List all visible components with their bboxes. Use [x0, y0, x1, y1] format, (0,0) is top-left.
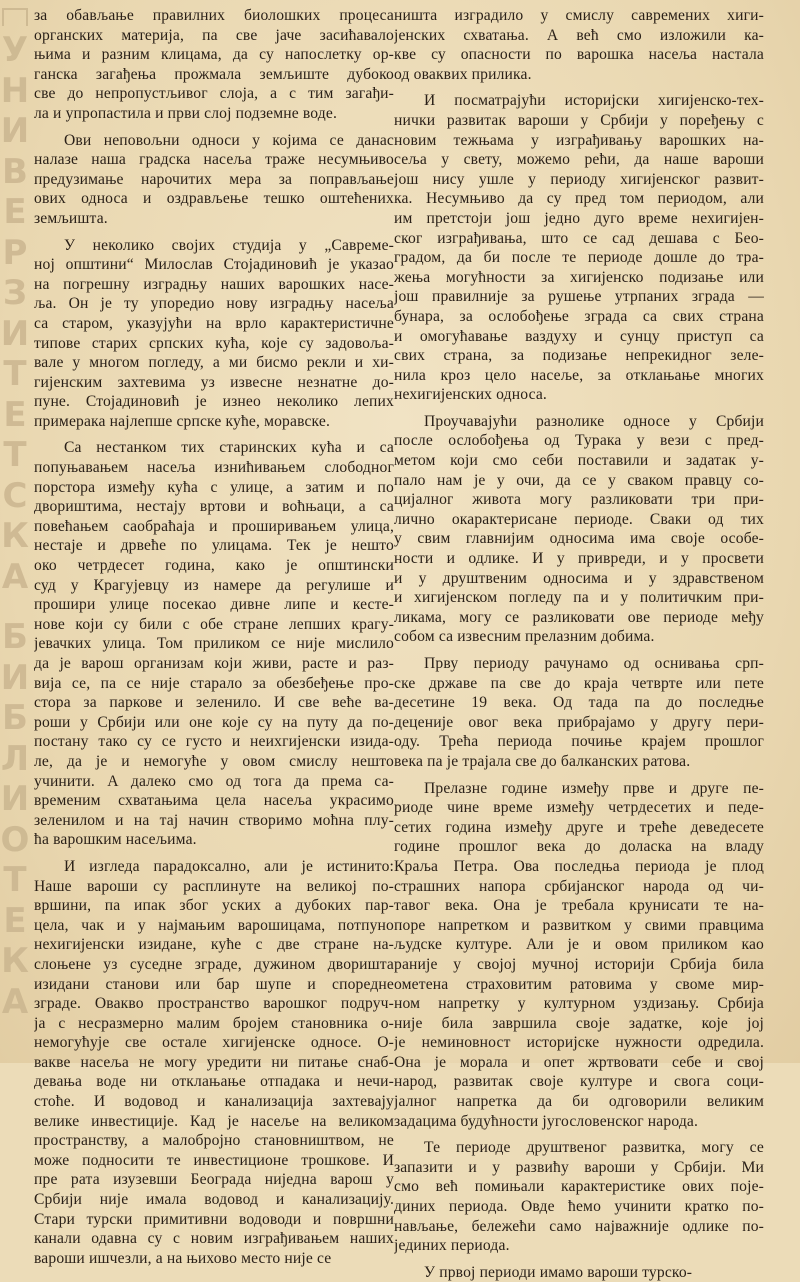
watermark-letter: З — [2, 273, 28, 313]
text-line: градом, да би после те периоде дошле до тра- — [394, 249, 764, 267]
text-line: сеља у свету, можемо рећи, да наше вароши — [394, 151, 764, 169]
text-line: постану тако су се густо и неихгијенски изида- — [34, 733, 394, 751]
watermark-letter: С — [2, 475, 28, 516]
text-line: вија се, па се није старало за обезбеђење про- — [34, 674, 394, 692]
paragraph-gap — [394, 405, 764, 412]
text-line: и хигијенском погледу па и у политичким при- — [394, 589, 764, 607]
watermark-letter: Е — [3, 192, 27, 232]
text-line: И посматрајући историјски хигијенско-тех- — [424, 92, 764, 110]
watermark-letter: А — [1, 556, 29, 597]
text-line: десетине 19 века. Од тада па до последње — [394, 694, 764, 712]
text-line: предузимање нарочитих мера за поправљање — [34, 170, 394, 188]
text-line: вароши ишчезли, а на њихово место није се — [34, 1249, 332, 1267]
watermark-letter: А — [1, 981, 29, 1022]
text-line: оду. Трећа периода почиње крајем прошлог — [394, 733, 764, 751]
text-line: учинити. А далеко смо од тога да према са- — [34, 772, 394, 790]
text-line: Ови неповољни односи у којима се данас — [64, 131, 394, 149]
watermark-letter: К — [1, 516, 29, 556]
watermark-letter: Т — [3, 435, 27, 475]
text-line: ћа варошким насељима. — [34, 831, 197, 849]
paragraph-gap — [34, 229, 394, 236]
text-line: јенских схватања. А већ смо изложили ка- — [394, 26, 764, 44]
text-line: Краља Петра. Ова последња периода је плод — [394, 857, 764, 875]
paragraph-gap — [34, 850, 394, 857]
text-line: и омогућавање ваздуху и сунцу приступ са — [394, 327, 764, 345]
text-line: ја с несразмерно малим бројем становника о- — [34, 1014, 394, 1032]
text-line: повећањем саобраћаја и проширивањем улица, — [34, 517, 394, 535]
text-line: Она је морала и опет жртвовати себе и свој — [394, 1053, 764, 1071]
text-line: новим тежњама у изграђивању варошких на- — [394, 131, 764, 149]
text-line: Стари турски примитивни водоводи и површни — [34, 1210, 394, 1228]
text-line: пространству, а малобројно становништвом, не — [34, 1132, 394, 1150]
text-line: стора за паркове и зеленило. И све веће ва- — [34, 694, 394, 712]
paragraph — [34, 131, 394, 229]
text-line: стоће. И водовод и канализација захтевају — [34, 1093, 394, 1111]
text-line: за обављање правилних биолошких процеса — [34, 7, 394, 24]
text-line: изидани станови или бар шупе и споредне — [34, 975, 394, 993]
text-line: тавог века. Она је требала крунисати те на- — [394, 897, 764, 915]
text-line: њима и разним клицама, да су напослетку ор- — [34, 46, 394, 64]
text-line: вакве насеља не могу уредити ни питање снаб- — [34, 1053, 394, 1071]
text-line: раније у својој мучној историји Србија била — [394, 955, 764, 973]
text-line: прошири улице посекао дивне липе и кесте- — [34, 596, 394, 614]
paragraph — [394, 1138, 764, 1256]
watermark-letter: Е — [3, 394, 27, 435]
text-line: после ослобођења од Турака у вези с пред- — [394, 432, 764, 450]
paragraph-gap — [394, 1131, 764, 1138]
paragraph — [394, 1263, 764, 1282]
text-line: У првој периоди имамо вароши турско- — [424, 1263, 693, 1281]
text-line: слоњене уз суседне зграде, дужином дворишта — [34, 955, 394, 973]
text-line: ле, да је и немогуће у овом смислу нешто — [34, 752, 394, 770]
text-line: зеленилом и на тај начин створимо моћна плу- — [34, 811, 394, 829]
watermark-letter: Н — [0, 70, 30, 111]
text-line: временим схватањима цела насеља украсимо — [34, 792, 394, 810]
text-line: немогућује све остале хигијенске односе. О- — [34, 1034, 394, 1052]
library-logo-icon — [2, 8, 28, 26]
text-line: пре рата изузевши Београда ниједна варош у — [34, 1171, 394, 1189]
paragraph-gap — [394, 1256, 764, 1263]
paragraph — [394, 779, 764, 1132]
text-line: и у друштвеним односима и у здравственом — [394, 569, 764, 587]
text-line: је неминовност историјске нужности одредила. — [394, 1034, 764, 1052]
watermark-letter: Б — [2, 698, 28, 738]
watermark-letter: Е — [3, 900, 27, 941]
text-line: ганска загађења прожмала земљиште дубоко — [34, 65, 394, 83]
text-line: ном напретку у културном уздизању. Србија — [394, 995, 764, 1013]
text-line: пуне. Стојадиновић је изнео неколико лепих — [34, 393, 394, 411]
text-line: двориштима, нестају вртови и воћњаци, а са — [34, 498, 394, 516]
paragraph — [394, 412, 764, 647]
text-line: цела, чак и у најмањим варошицама, потпуно — [34, 916, 394, 934]
text-line: суд у Крагујевцу из намере да регулише и — [34, 576, 394, 594]
watermark-letter: О — [0, 819, 30, 860]
text-line: цијалног живота могу разликовати три при- — [394, 491, 764, 509]
text-line: вршини, па ипак због уских а дубоких пар- — [34, 897, 394, 915]
paragraph-gap — [394, 647, 764, 654]
text-line: нестаје и дрвеће по улицама. Тек је нешто — [34, 537, 394, 555]
text-line: од оваквих прилика. — [394, 65, 532, 83]
watermark-letter: Р — [2, 232, 28, 273]
text-line: ља. Он је ту упоредио нову изградњу насеља — [34, 295, 394, 313]
text-line: са старом, указујући на врло карактеристичне — [34, 314, 394, 332]
text-line: нехигијенски изидане, куће с две стране на- — [34, 936, 394, 954]
text-line: сетих година између друге и треће деведесете — [394, 818, 764, 836]
text-line: Са нестанком тих старинских кућа и са — [64, 439, 394, 457]
text-line: ликама, могу се разликовати ове периоде међу — [394, 608, 764, 626]
text-line: бунара, за ослобођење зграда са свих страна — [394, 307, 764, 325]
watermark-letter: И — [0, 313, 30, 354]
text-line: собом са извесним прелазним добима. — [394, 628, 655, 646]
text-line: Наше вароши су расплинуте на великој по- — [34, 877, 394, 895]
text-line: ског изграђивања, што се сад дешава с Бео- — [394, 229, 764, 247]
paragraph — [394, 654, 764, 772]
text-line: Прву периоду рачунамо од оснивања срп- — [424, 655, 764, 672]
text-line: девања воде ни отклањање отпадака и нечи- — [34, 1073, 394, 1091]
text-line: метом који смо себи поставили и задатак у- — [394, 452, 764, 470]
text-line: Прелазне године између прве и друге пе- — [424, 779, 764, 797]
text-line: органских материја, па све јаче засићавало — [34, 26, 394, 44]
text-line: типове старих српских кућа, које су задовоља- — [34, 334, 394, 352]
text-line: да је варош организам који живи, расте и раз- — [34, 655, 394, 672]
paragraph-gap — [394, 772, 764, 779]
text-line: ометена страховитим ратовима у своме мир- — [394, 975, 764, 993]
watermark-letter: У — [1, 30, 29, 70]
watermark-letter: К — [1, 941, 29, 981]
left-column — [34, 6, 394, 1268]
watermark-letter: Л — [0, 738, 30, 779]
text-line: Проучавајући разнолике односе у Србији — [424, 412, 764, 430]
text-line: И изгледа парадоксално, али је истинито: — [64, 857, 394, 875]
text-line: поре напретком и развитком у свими правцима — [394, 916, 764, 934]
paragraph-gap — [34, 124, 394, 131]
right-column — [394, 6, 764, 1282]
watermark-letter: И — [0, 779, 30, 819]
text-line: канали одавна су с новим изграђивањем наших — [34, 1230, 394, 1248]
text-line: све до непропустљивог слоја, а с тим загађи- — [34, 85, 394, 103]
text-line: налазе наша градска насеља траже несумњиво — [34, 151, 394, 169]
text-line: јединих периода. — [394, 1237, 510, 1255]
text-line: ништа изградило у смислу савремених хиги- — [394, 7, 764, 24]
text-line: народ, развитак своје културе и свога соци- — [394, 1073, 764, 1091]
text-line: века па је трајала све до балканских ратова. — [394, 752, 691, 770]
text-line: још нису ушле у периоду хигијенског развит- — [394, 170, 764, 188]
text-line: нила кроз цело насеље, за отклањање многих — [394, 366, 764, 384]
text-line: земљишта. — [34, 209, 108, 227]
watermark-letter: И — [0, 111, 30, 151]
paragraph — [34, 438, 394, 849]
text-line: око четрдесет година, како је општински — [34, 557, 394, 575]
text-line: нове који су били с обе стране лепших крагу- — [34, 615, 394, 633]
text-line: деценије овог века прибрајамо у другу пери- — [394, 713, 764, 731]
text-line: велике инвестиције. Кад је насеље на великом — [34, 1112, 394, 1130]
text-line: кве су опасности по варошка насеља настала — [394, 46, 764, 64]
text-line: Србији није имала водовод и канализацију. — [34, 1191, 394, 1209]
text-line: запазити и у развићу вароши у Србији. Ми — [394, 1158, 764, 1176]
text-line: ла и упропастила и први слој подземне воде. — [34, 104, 337, 122]
watermark-letter: Т — [3, 354, 27, 394]
text-line: свих страна, за подизање непрекидног зеле- — [394, 347, 764, 365]
text-line: још правилније за рушење утрпаних зграда — — [394, 288, 764, 306]
text-line: јевачких улица. Том приликом се није мислило — [34, 635, 394, 653]
paragraph — [394, 6, 764, 84]
text-line: нички развитак вароши у Србији у поређењу с — [394, 111, 764, 129]
watermark-letter: И — [0, 657, 30, 698]
text-line: нехигијенских односа. — [394, 386, 547, 404]
watermark-letter: В — [2, 151, 28, 192]
text-line: порстора између кућа с улице, а затим и по — [34, 478, 394, 496]
text-line: зграде. Овакво пространство варошког подруч- — [34, 995, 394, 1013]
text-line: ових односа и оздрављење тешко оштећених — [34, 190, 394, 208]
text-line: године прошлог века до доласка на владу — [394, 838, 764, 856]
paragraph — [34, 236, 394, 432]
text-line: Те периоде друштвеног развитка, могу се — [424, 1139, 764, 1157]
text-line: није била завршила своје задатке, које јој — [394, 1014, 764, 1032]
text-line: ске државе па све до краја четврте или пете — [394, 674, 764, 692]
text-line: ности и одлике. И у привреди, и у просвети — [394, 550, 764, 568]
text-line: ној општини“ Милослав Стојадиновић је указао — [34, 256, 394, 274]
text-line: диних периода. Овде ћемо учинити кратко по- — [394, 1198, 764, 1216]
text-line: лично окарактерисане периоде. Сваки од тих — [394, 510, 764, 528]
paragraph — [394, 91, 764, 405]
text-line: вале у многом погледу, а ми бисмо рекли и хи- — [34, 354, 394, 372]
watermark-letter: Т — [3, 860, 27, 900]
text-line: јалног напретка да би одговорили великим — [394, 1093, 764, 1111]
text-line: страшних напора србијанског народа од чи- — [394, 877, 764, 895]
text-line: жења могућности за хигијенско подизање или — [394, 268, 764, 286]
text-line: им претстоји још једно дуго време нехигијен- — [394, 209, 764, 227]
text-line: људске културе. Али је и овом приликом као — [394, 936, 764, 954]
text-line: риоде чине време између четрдесетих и педе- — [394, 799, 764, 817]
text-line: може подносити те инвестиционе трошкове. И — [34, 1151, 394, 1169]
paragraph-gap — [394, 84, 764, 91]
text-line: у свим главнијим односима има своје особе- — [394, 530, 764, 548]
text-line: попуњавањем насеља изнићивањем слободног — [34, 459, 394, 477]
text-line: У неколико својих студија у „Савреме- — [64, 236, 394, 254]
text-line: пало нам је у очи, да се у сваком правцу со- — [394, 471, 764, 489]
text-line: примерака најлепше српске куће, моравске. — [34, 412, 331, 430]
watermark-letter: Б — [2, 617, 28, 657]
text-line: нављање, бележећи само најважније одлике по- — [394, 1217, 764, 1235]
paragraph — [34, 6, 394, 124]
text-line: задацима будућности југословенског народа. — [394, 1112, 699, 1130]
text-line: роши у Србији или оне које су на путу да по- — [34, 713, 394, 731]
library-watermark — [2, 8, 28, 1058]
paragraph-gap — [34, 431, 394, 438]
text-line: ка. Несумњиво да су пред том периодом, али — [394, 190, 764, 208]
text-line: смо већ помињали карактеристике ових поје- — [394, 1178, 764, 1196]
text-line: на погрешну изградњу наших варошких насе- — [34, 275, 394, 293]
text-line: гијенским захтевима уз извесне незнатне до- — [34, 373, 394, 391]
